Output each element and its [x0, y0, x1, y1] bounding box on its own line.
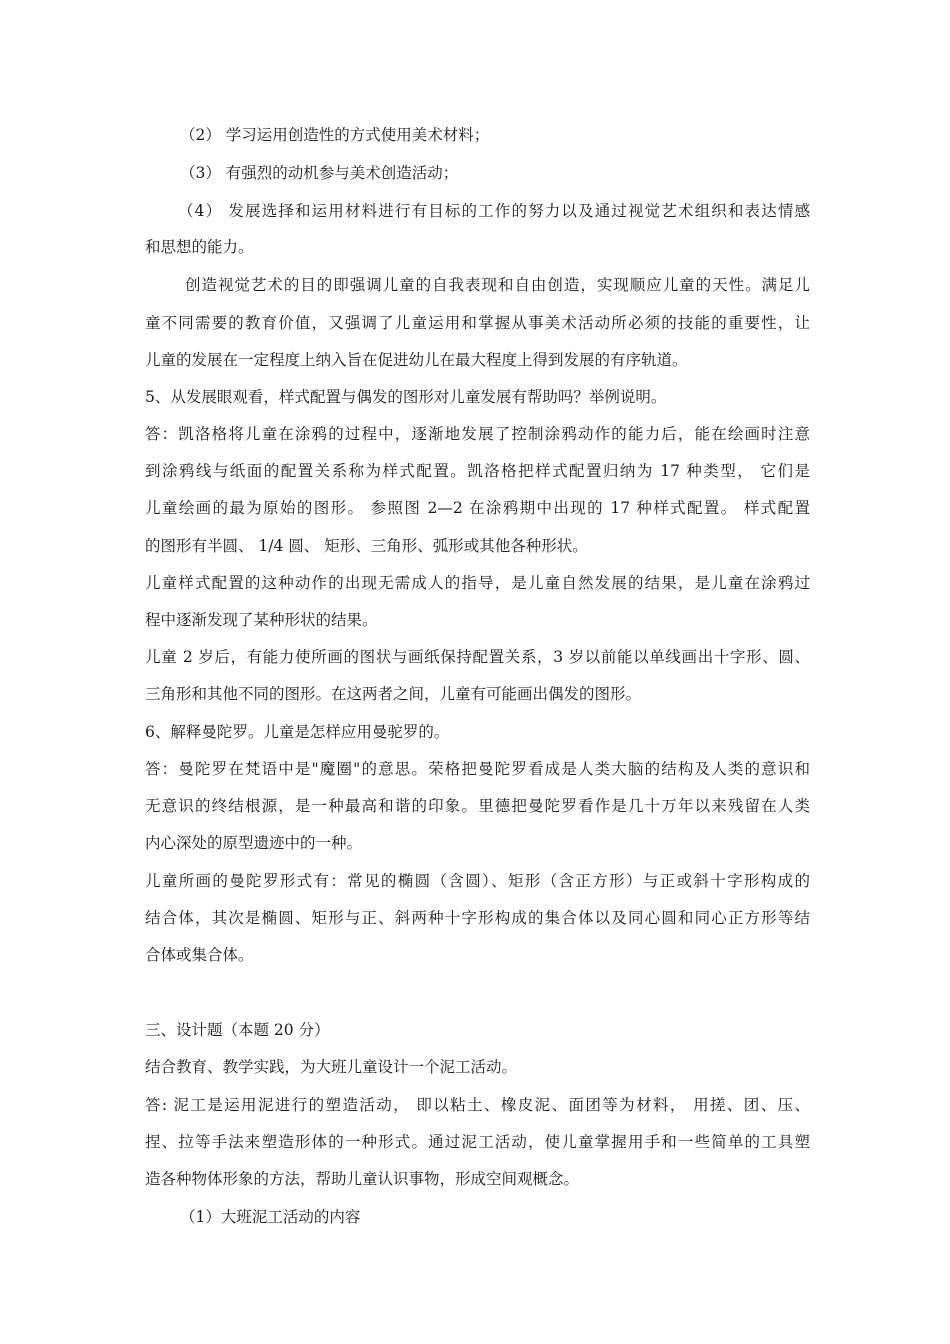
answer-line: 程中逐渐发现了某种形状的结果。: [145, 611, 378, 629]
answer-line: 答: 泥工是运用泥进行的塑造活动， 即以粘土、橡皮泥、面团等为材料， 用搓、团、压、: [145, 1096, 810, 1114]
list-item-2: （2） 学习运用创造性的方式使用美术材料；: [180, 126, 490, 144]
answer-line: 结合体，其次是椭圆、矩形与正、斜两种十字形构成的集合体以及同心圆和同心正方形等结: [145, 909, 810, 927]
list-item-4: （4） 发展选择和运用材料进行有目标的工作的努力以及通过视觉艺术组织和表达情感: [178, 202, 810, 220]
answer-line: 捏、拉等手法来塑造形体的一种形式。通过泥工活动，使儿童掌握用手和一些简单的工具塑: [145, 1133, 810, 1151]
section-heading: 三、设计题（本题 20 分）: [145, 1021, 330, 1039]
design-question: 结合教育、教学实践，为大班儿童设计一个泥工活动。: [145, 1058, 518, 1076]
question-6: 6、解释曼陀罗。儿童是怎样应用曼驼罗的。: [145, 723, 450, 741]
answer-line: 三角形和其他不同的图形。在这两者之间，儿童有可能画出偶发的图形。: [145, 685, 642, 703]
answer-line: 合体或集合体。: [145, 946, 254, 964]
answer-line: 儿童样式配置的这种动作的出现无需成人的指导，是儿童自然发展的结果，是儿童在涂鸦过: [145, 574, 810, 592]
list-item-3: （3） 有强烈的动机参与美术创造活动；: [180, 164, 459, 182]
answer-line: 的图形有半圆、 1/4 圆、 矩形、三角形、弧形或其他各种形状。: [145, 537, 588, 555]
answer-line: 答：凯洛格将儿童在涂鸦的过程中，逐渐地发展了控制涂鸦动作的能力后，能在绘画时注意: [145, 425, 810, 443]
question-5: 5、从发展眼观看，样式配置与偶发的图形对儿童发展有帮助吗？举例说明。: [145, 388, 667, 406]
paragraph-line: 童不同需要的教育价值，又强调了儿童运用和掌握从事美术活动所必须的技能的重要性，让: [145, 314, 810, 332]
answer-line: 内心深处的原型遗迹中的一种。: [145, 834, 363, 852]
answer-line: 造各种物体形象的方法，帮助儿童认识事物，形成空间观概念。: [145, 1170, 580, 1188]
subsection-heading: （1）大班泥工活动的内容: [180, 1208, 361, 1226]
answer-line: 答：曼陀罗在梵语中是"魔圈"的意思。荣格把曼陀罗看成是人类大脑的结构及人类的意识和: [145, 760, 810, 778]
answer-line: 无意识的终结根源，是一种最高和谐的印象。里德把曼陀罗看作是几十万年以来残留在人类: [145, 797, 810, 815]
paragraph-line: 创造视觉艺术的目的即强调儿童的自我表现和自由创造，实现顺应儿童的天性。满足儿: [185, 276, 810, 294]
answer-line: 儿童绘画的最为原始的图形。 参照图 2—2 在涂鸦期中出现的 17 种样式配置。 样式配置: [145, 499, 810, 517]
paragraph-line: 儿童的发展在一定程度上纳入旨在促进幼儿在最大程度上得到发展的有序轨道。: [145, 351, 688, 369]
answer-line: 到涂鸦线与纸面的配置关系称为样式配置。凯洛格把样式配置归纳为 17 种类型， 它们是: [145, 462, 810, 480]
answer-line: 儿童所画的曼陀罗形式有：常见的椭圆（含圆）、矩形（含正方形）与正或斜十字形构成的: [145, 872, 810, 890]
answer-line: 儿童 2 岁后，有能力使所画的图状与画纸保持配置关系，3 岁以前能以单线画出十字形、圆、: [145, 648, 810, 666]
list-item-4-cont: 和思想的能力。: [145, 238, 254, 256]
